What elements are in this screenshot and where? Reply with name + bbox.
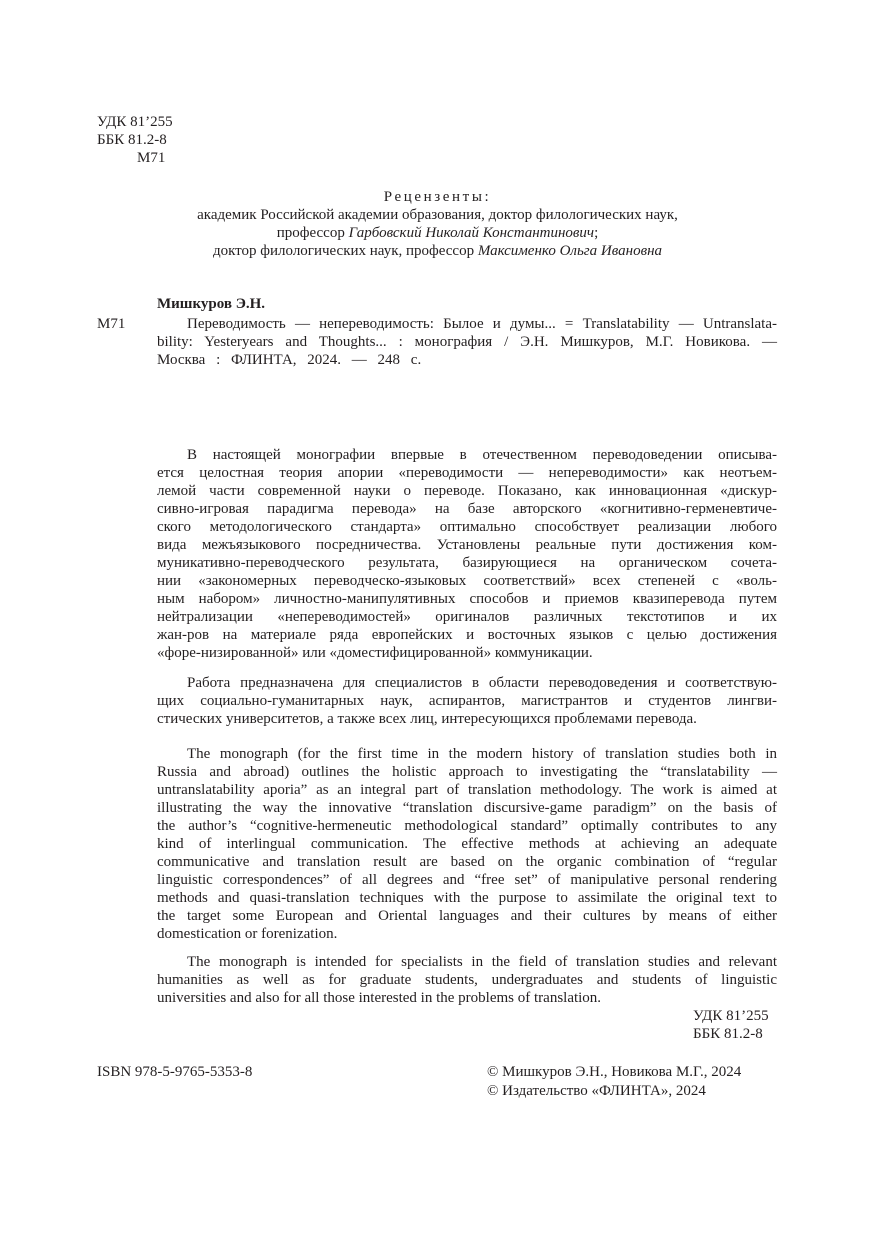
abstract-en-line: methods and quasi-translation techniques with the purpose to assimilate the original text to — [157, 890, 777, 906]
abstract-ru-paragraph-2 — [157, 674, 777, 728]
abstract-en-line: The monograph (for the first time in the modern history of translation studies both in — [187, 746, 777, 762]
abstract-ru-line: В настоящей монографии впервые в отечественном переводоведении описыва- — [187, 447, 777, 463]
abstract-ru-line: щих социально-гуманитарных наук, аспирантов, магистрантов и студентов лингви- — [157, 693, 777, 709]
abstract-ru-line: стических университетов, а также всех лиц, интересующихся проблемами перевода. — [157, 711, 697, 727]
abstract-en-line: linguistic correspondences” of all degrees and “free set” of manipulative personal rendering — [157, 872, 777, 888]
bib-line-3: Москва : ФЛИНТА, 2024. — 248 с. — [157, 352, 422, 368]
abstract-ru-line: вида межъязыкового посредничества. Установлены реальные пути достижения ком- — [157, 537, 777, 553]
abstract-ru-line: «форе-низированной» или «доместифицированной» коммуникации. — [157, 645, 593, 661]
bib-line-2: bility: Yesteryears and Thoughts... : монография / Э.Н. Мишкуров, М.Г. Новикова. — — [157, 334, 777, 350]
copyright-authors: © Мишкуров Э.Н., Новикова М.Г., 2024 — [487, 1064, 742, 1080]
abstract-en-line: domestication or forenization. — [157, 926, 338, 942]
bib-line-1: Переводимость — непереводимость: Былое и думы... = Translatability — Untranslata- — [187, 316, 777, 332]
abstract-en-line: kind of interlingual communication. The effective methods at achieving an adequate — [157, 836, 777, 852]
abstract-ru-paragraph-1 — [157, 446, 777, 662]
abstract-ru-line: ным набором» личностно-манипулятивных способов и приемов квазиперевода путем — [157, 591, 777, 607]
reviewers-heading: Рецензенты: — [383, 189, 492, 205]
udk-label-bottom: УДК 81’255 — [693, 1008, 769, 1024]
isbn: ISBN 978-5-9765-5353-8 — [97, 1064, 253, 1080]
abstract-en-line: humanities as well as for graduate students, undergraduates and students of linguistic — [157, 972, 777, 988]
abstract-ru-line: нейтрализации «непереводимостей» оригиналов различных текстотипов и их — [157, 609, 777, 625]
reviewer-prefix: профессор — [276, 225, 349, 241]
abstract-ru-line: ется целостная теория апории «переводимости — непереводимости» как неотъем- — [157, 465, 777, 481]
abstract-en-line: the author’s “cognitive-hermeneutic methodological standard” optimally contributes to any — [157, 818, 777, 834]
abstract-en-line: Russia and abroad) outlines the holistic approach to investigating the “translatability — — [157, 764, 777, 780]
reviewer-line-3 — [0, 242, 875, 260]
author-code: М71 — [137, 150, 166, 166]
udk-label: УДК 81’255 — [97, 114, 173, 130]
abstract-ru-line: муникативно-переводческого результата, базирующиеся на органическом сочета- — [157, 555, 777, 571]
abstract-ru-line: нии «закономерных переводческо-языковых соответствий» всех степеней с «воль- — [157, 573, 777, 589]
bib-code: М71 — [97, 316, 126, 332]
reviewer-name-1: Гарбовский Николай Константинович — [348, 225, 595, 241]
abstract-en-line: communicative and translation result are based on the organic combination of “regular — [157, 854, 777, 870]
abstract-en-line: The monograph is intended for specialists in the field of translation studies and relevant — [187, 954, 777, 970]
abstract-en-line: the target some European and Oriental languages and their cultures by means of either — [157, 908, 777, 924]
bbk-label: ББК 81.2-8 — [97, 132, 167, 148]
copyright-publisher: © Издательство «ФЛИНТА», 2024 — [487, 1083, 706, 1099]
abstract-en-paragraph-1 — [157, 745, 777, 943]
abstract-en-line: universities and also for all those interested in the problems of translation. — [157, 990, 602, 1006]
bib-author: Мишкуров Э.Н. — [157, 296, 266, 312]
abstract-ru-line: Работа предназначена для специалистов в области переводоведения и соответствую- — [187, 675, 777, 691]
reviewer-prefix-2: доктор филологических наук, профессор — [212, 243, 478, 259]
abstract-en-line: illustrating the way the innovative “translation discursive-game paradigm” on the basis of — [157, 800, 777, 816]
abstract-en-paragraph-2 — [157, 953, 777, 1007]
reviewer-line-1: академик Российской академии образования, доктор филологических наук, — [197, 207, 678, 223]
bbk-label-bottom: ББК 81.2-8 — [693, 1026, 763, 1042]
abstract-ru-line: жан-ров на материале ряда европейских и восточных языков с целью достижения — [157, 627, 777, 643]
abstract-ru-line: лемой части современной науки о переводе. Показано, как инновационная «дискур- — [157, 483, 777, 499]
abstract-ru-line: сивно-игровая парадигма перевода» на базе авторского «когнитивно-герменевтиче- — [157, 501, 777, 517]
reviewer-name-2: Максименко Ольга Ивановна — [477, 243, 663, 259]
abstract-en-line: untranslatability aporia” as an integral part of translation methodology. The work is aimed at — [157, 782, 777, 798]
reviewer-line-2 — [0, 224, 875, 242]
abstract-ru-line: ского методологического стандарта» оптимально способствует реализации любого — [157, 519, 777, 535]
reviewer-suffix: ; — [594, 225, 599, 241]
